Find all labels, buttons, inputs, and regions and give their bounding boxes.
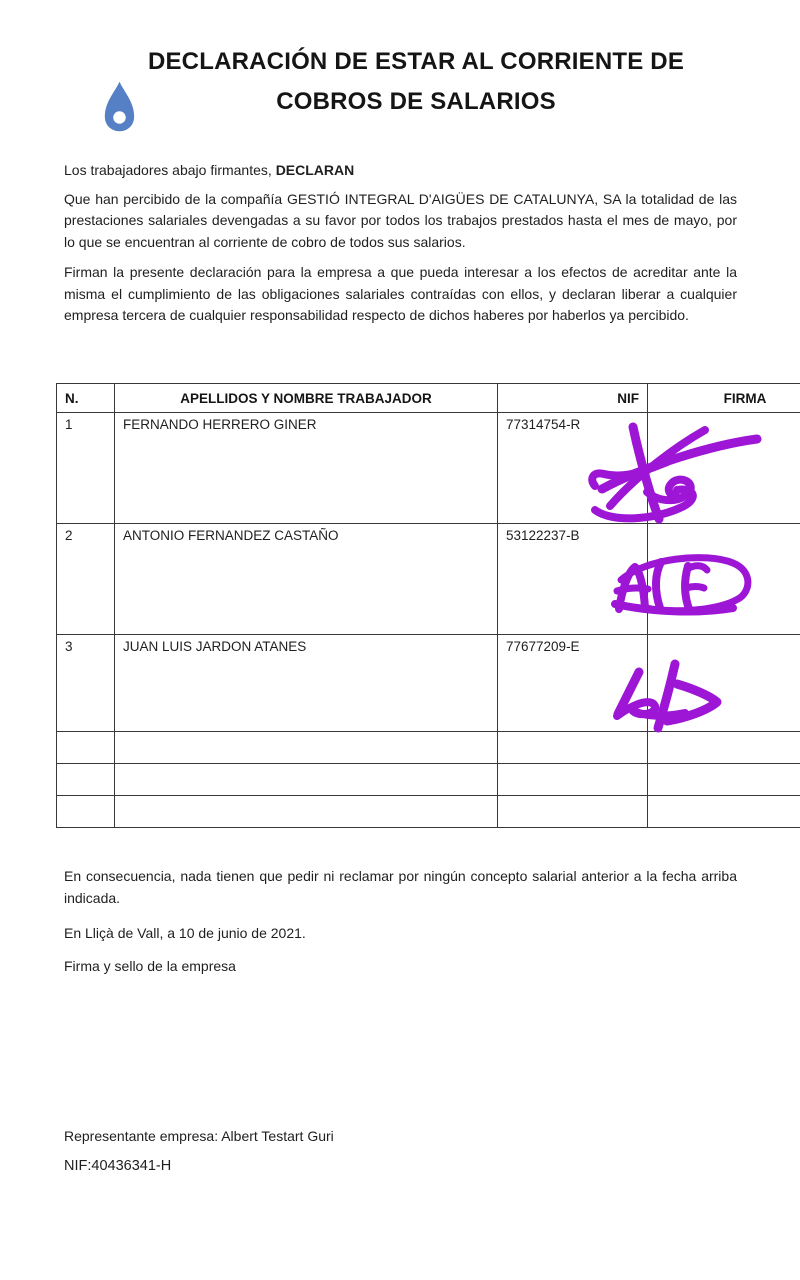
- worker-number: 1: [57, 413, 115, 524]
- worker-nif: 77677209-E: [498, 635, 648, 732]
- company-signature-label: Firma y sello de la empresa: [64, 957, 236, 974]
- paragraph-sign-purpose: Firman la presente declaración para la empresa a que pueda interesar a los efectos de acreditar ante la misma el cumplimiento de las obligaciones salariales contraídas con ellos, y declaran liberar a cualquier empresa tercera de cualquier responsabilidad respecto de dichos haberes por haberlos ya percibido.: [64, 264, 737, 323]
- paragraph-consequence: En consecuencia, nada tienen que pedir ni reclamar por ningún concepto salarial anterior a la fecha arriba indicada.: [64, 868, 737, 906]
- header-firma: FIRMA: [648, 384, 800, 413]
- worker-name: JUAN LUIS JARDON ATANES: [115, 635, 498, 732]
- worker-number: 2: [57, 524, 115, 635]
- document-title: [0, 42, 800, 122]
- table-row: [57, 524, 800, 635]
- table-row-empty: [57, 796, 800, 828]
- worker-number: 3: [57, 635, 115, 732]
- closing-section: [64, 866, 737, 977]
- table-row: [57, 635, 800, 732]
- representative-nif: NIF:40436341-H: [64, 1158, 172, 1174]
- paragraph-received-salaries: Que han percibido de la compañía GESTIÓ INTEGRAL D'AIGÜES DE CATALUNYA, SA la totalidad de las prestaciones salariales devengadas a su favor por todos los trabajos prestados hasta el mes de mayo, por lo que se encuentran al corriente de cobro de todos sus salarios.: [64, 190, 737, 250]
- footer-section: [64, 1128, 736, 1174]
- header-nif: NIF: [498, 384, 648, 413]
- signature-cell: [648, 413, 800, 524]
- table-row-empty: [57, 732, 800, 764]
- worker-name: FERNANDO HERRERO GINER: [115, 413, 498, 524]
- worker-name: ANTONIO FERNANDEZ CASTAÑO: [115, 524, 498, 635]
- signature-cell: [648, 524, 800, 635]
- table-header-row: [57, 384, 800, 413]
- declaration-lead: [64, 160, 737, 182]
- title-line-2: COBROS DE SALARIOS: [276, 88, 556, 115]
- header-name: APELLIDOS Y NOMBRE TRABAJADOR: [115, 384, 498, 413]
- workers-table: [56, 383, 800, 828]
- worker-nif: 77314754-R: [498, 413, 648, 524]
- table-row: [57, 413, 800, 524]
- place-date-line: En Lliçà de Vall, a 10 de junio de 2021.: [64, 925, 306, 941]
- declaration-lead-bold: DECLARAN: [275, 162, 355, 178]
- declaration-lead-text: Los trabajadores abajo firmantes,: [64, 162, 276, 178]
- intro-section: [64, 160, 737, 336]
- header-number: N.: [57, 384, 115, 413]
- title-line-1: DECLARACIÓN DE ESTAR AL CORRIENTE DE: [147, 48, 685, 75]
- signature-cell: [648, 635, 800, 732]
- representative-line: Representante empresa: Albert Testart Guri: [64, 1128, 334, 1144]
- worker-nif: 53122237-B: [498, 524, 648, 635]
- table-row-empty: [57, 764, 800, 796]
